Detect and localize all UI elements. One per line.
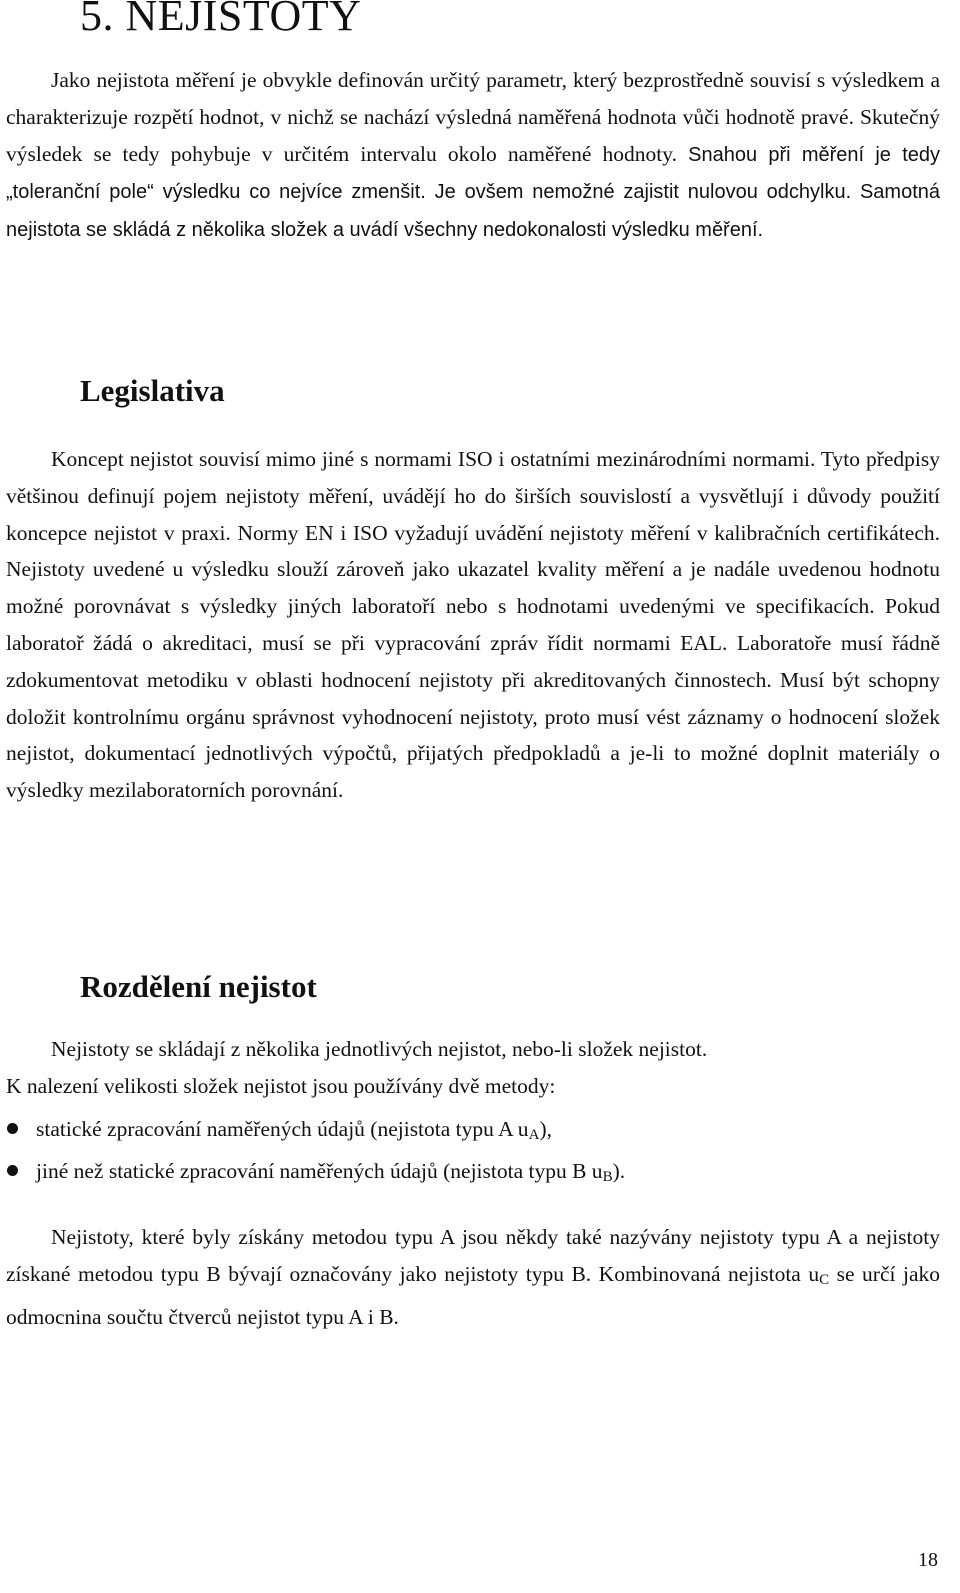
list-item-text: statické zpracování naměřených údajů (nejistota typu A u (36, 1117, 529, 1141)
closing-paragraph (6, 1219, 940, 1335)
closing-text-part1: Nejistoty, které byly získány metodou typu A jsou někdy také nazývány nejistoty typu A a nejistoty získané metodou typu B bývají označovány jako nejistoty typu B. Kombinovaná nejistota u (6, 1225, 940, 1286)
chapter-title-text: NEJISTOTY (125, 0, 362, 40)
list-item-text: jiné než statické zpracování naměřených údajů (nejistota typu B u (36, 1159, 603, 1183)
list-item-tail: ). (612, 1159, 626, 1183)
section-heading-division: Rozdělení nejistot (80, 969, 317, 1004)
closing-text-part2: se určí jako odmocnina součtu čtverců nejistot typu A i B. (6, 1261, 940, 1329)
division-intro-line1: Nejistoty se skládají z několika jednotlivých nejistot, nebo-li složek nejistot. (51, 1037, 708, 1061)
chapter-title (80, 0, 361, 40)
list-item-tail: ), (539, 1117, 552, 1141)
section-heading-legislation: Legislativa (80, 373, 225, 408)
division-intro-line2: K nalezení velikosti složek nejistot jsou používány dvě metody: (6, 1074, 556, 1098)
list-item (6, 1108, 940, 1150)
intro-text-serif: Jako nejistota měření je obvykle definován určitý parametr, který bezprostředně souvisí s výsledkem a charakterizuje rozpětí hodnot, v nichž se nachází výsledná naměřená hodnota vůči hodnotě pravé. Skutečný výsledek se tedy pohybuje v určitém intervalu okolo naměřené hodnoty. (6, 68, 940, 166)
methods-list (6, 1108, 940, 1192)
bullet-icon (7, 1123, 18, 1134)
intro-text-sans: Snahou při měření je tedy „toleranční pole“ výsledku co nejvíce zmenšit. Je ovšem nemožné zajistit nulovou odchylku. Samotná nejistota se skládá z několika složek a uvádí všechny nedokonalosti výsledku měření. (6, 143, 940, 242)
legislation-paragraph: Koncept nejistot souvisí mimo jiné s normami ISO i ostatními mezinárodními normami. Tyto předpisy většinou definují pojem nejistoty měření, uvádějí ho do širších souvislostí a vysvětlují i důvody použití koncepce nejistot v praxi. Normy EN i ISO vyžadují uvádění nejistoty měření v kalibračních certifikátech. Nejistoty uvedené u výsledku slouží zároveň jako ukazatel kvality měření a je nadále uvedenou hodnotu možné porovnávat s výsledky jiných laboratoří nebo s hodnotami uvedenými ve specifikacích. Pokud laboratoř žádá o akreditaci, musí se při vypracování zpráv řídit normami EAL. Laboratoře musí řádně zdokumentovat metodiku v oblasti hodnocení nejistoty při akreditovaných činnostech. Musí být schopny doložit kontrolnímu orgánu správnost vyhodnocení nejistoty, proto musí vést záznamy o hodnocení složek nejistot, dokumentací jednotlivých výpočtů, přijatých předpokladů a je-li to možné doplnit materiály o výsledky mezilaboratorních porovnání. (6, 447, 940, 803)
list-item-subscript: A (528, 1127, 540, 1143)
chapter-number: 5. (80, 0, 114, 40)
bullet-icon (7, 1165, 18, 1176)
list-item-subscript: B (602, 1169, 613, 1185)
page-number: 18 (918, 1549, 938, 1571)
list-item (6, 1150, 940, 1192)
intro-paragraph (6, 62, 940, 249)
closing-subscript: C (819, 1271, 830, 1288)
